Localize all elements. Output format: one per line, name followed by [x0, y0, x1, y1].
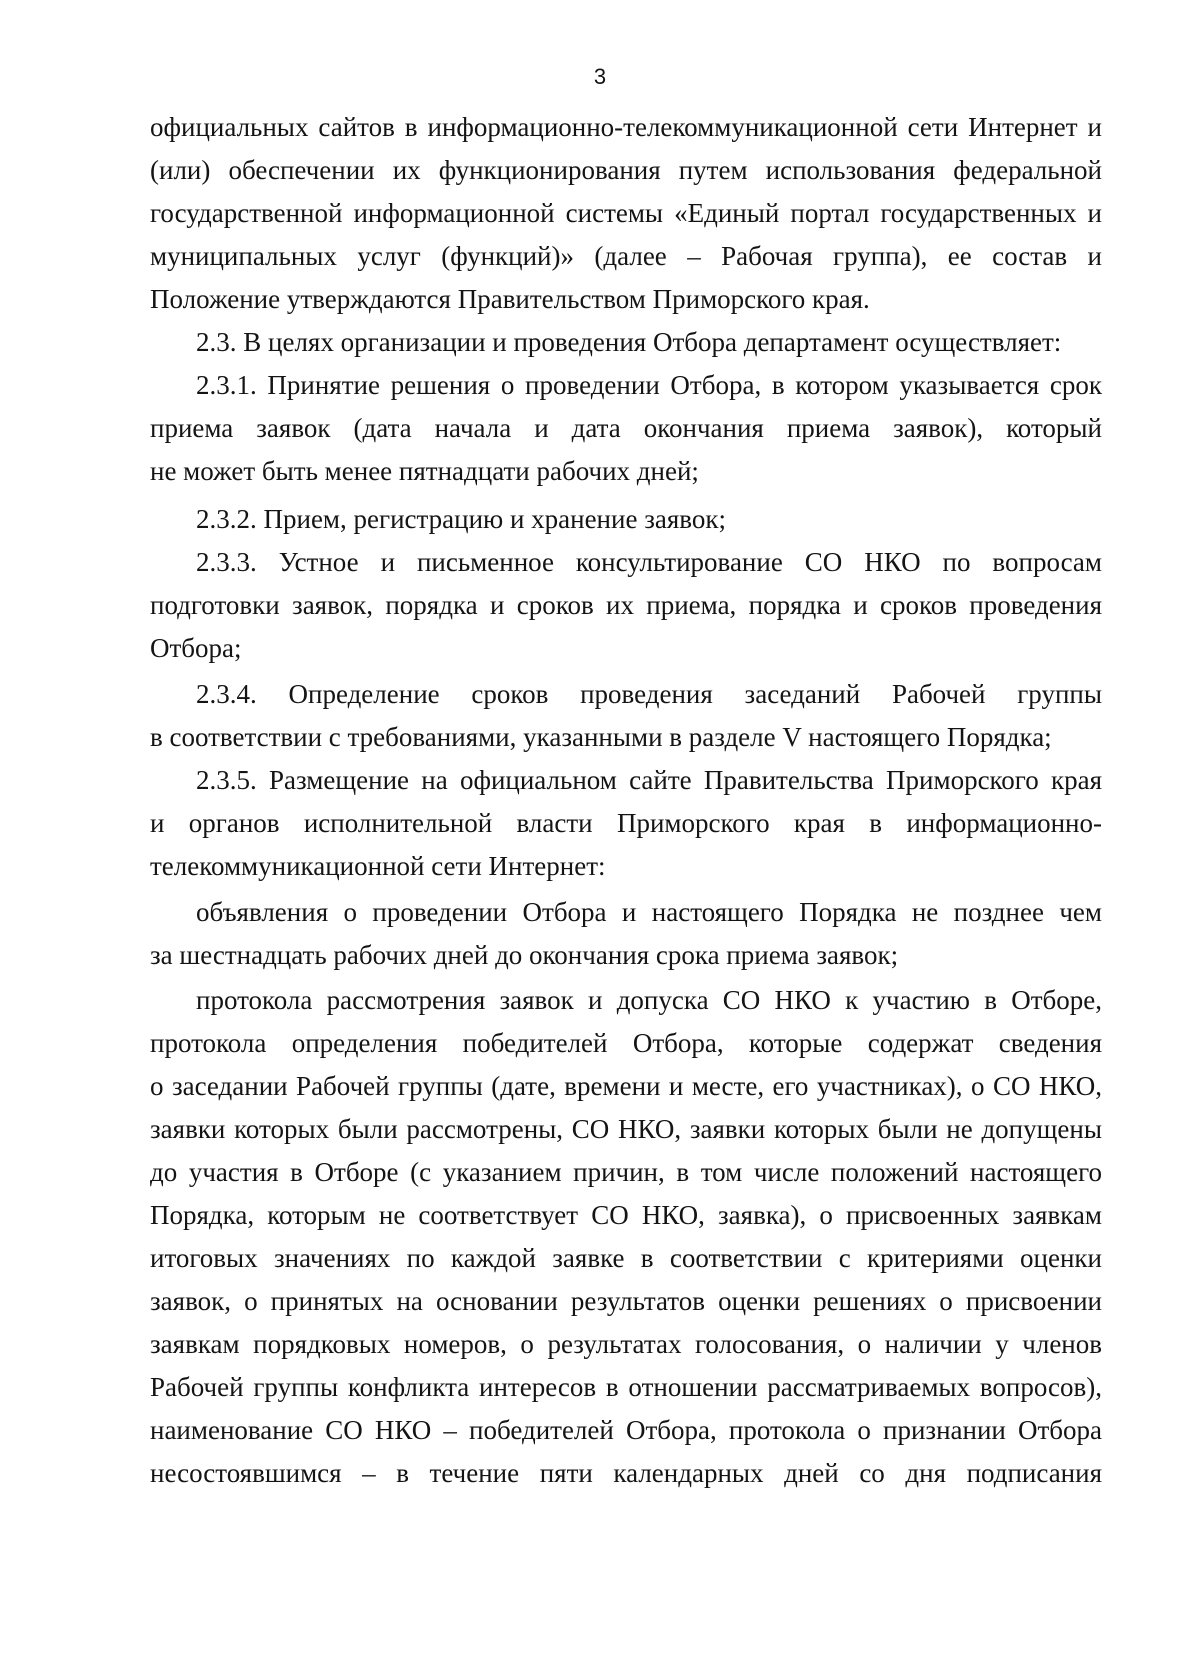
text-line: 2.3.1. Принятие решения о проведении Отбора, в котором указывается срок: [196, 370, 1102, 400]
text-line: заявки которых были рассмотрены, СО НКО, заявки которых были не допущены: [150, 1114, 1102, 1144]
text-line: официальных сайтов в информационно-телекоммуникационной сети Интернет и: [150, 112, 1102, 142]
text-line: Положение утверждаются Правительством Приморского края.: [150, 284, 870, 314]
text-line: 2.3.3. Устное и письменное консультирование СО НКО по вопросам: [196, 547, 1102, 577]
text-line: за шестнадцать рабочих дней до окончания срока приема заявок;: [150, 940, 899, 970]
text-line: протокола рассмотрения заявок и допуска СО НКО к участию в Отборе,: [196, 985, 1102, 1015]
text-line: заявок, о принятых на основании результатов оценки решениях о присвоении: [150, 1286, 1102, 1316]
text-line: Отбора;: [150, 633, 242, 663]
text-line: в соответствии с требованиями, указанными в разделе V настоящего Порядка;: [150, 722, 1052, 752]
text-line: не может быть менее пятнадцати рабочих дней;: [150, 456, 699, 486]
text-line: и органов исполнительной власти Приморского края в информационно-: [150, 808, 1102, 838]
text-line: до участия в Отборе (с указанием причин, в том числе положений настоящего: [150, 1157, 1102, 1187]
text-line: заявкам порядковых номеров, о результатах голосования, о наличии у членов: [150, 1329, 1102, 1359]
text-line: несостоявшимся – в течение пяти календарных дней со дня подписания: [150, 1458, 1102, 1488]
text-line: наименование СО НКО – победителей Отбора, протокола о признании Отбора: [150, 1415, 1102, 1445]
text-line: объявления о проведении Отбора и настоящего Порядка не позднее чем: [196, 897, 1102, 927]
text-line: о заседании Рабочей группы (дате, времени и месте, его участниках), о СО НКО,: [150, 1071, 1102, 1101]
text-line: государственной информационной системы «Единый портал государственных и: [150, 198, 1102, 228]
text-line: протокола определения победителей Отбора, которые содержат сведения: [150, 1028, 1102, 1058]
text-line: 2.3.2. Прием, регистрацию и хранение заявок;: [196, 504, 726, 534]
text-line: телекоммуникационной сети Интернет:: [150, 851, 606, 881]
page-number: 3: [593, 64, 607, 89]
text-line: Порядка, которым не соответствует СО НКО, заявка), о присвоенных заявкам: [150, 1200, 1102, 1230]
text-line: подготовки заявок, порядка и сроков их приема, порядка и сроков проведения: [150, 590, 1102, 620]
text-line: муниципальных услуг (функций)» (далее – Рабочая группа), ее состав и: [150, 241, 1102, 271]
text-line: 2.3. В целях организации и проведения Отбора департамент осуществляет:: [196, 327, 1062, 357]
text-line: Рабочей группы конфликта интересов в отношении рассматриваемых вопросов),: [150, 1372, 1102, 1402]
text-line: (или) обеспечении их функционирования путем использования федеральной: [150, 155, 1102, 185]
text-line: приема заявок (дата начала и дата окончания приема заявок), который: [150, 413, 1102, 443]
text-line: 2.3.5. Размещение на официальном сайте Правительства Приморского края: [196, 765, 1102, 795]
text-line: 2.3.4. Определение сроков проведения заседаний Рабочей группы: [196, 679, 1102, 709]
text-line: итоговых значениях по каждой заявке в соответствии с критериями оценки: [150, 1243, 1102, 1273]
